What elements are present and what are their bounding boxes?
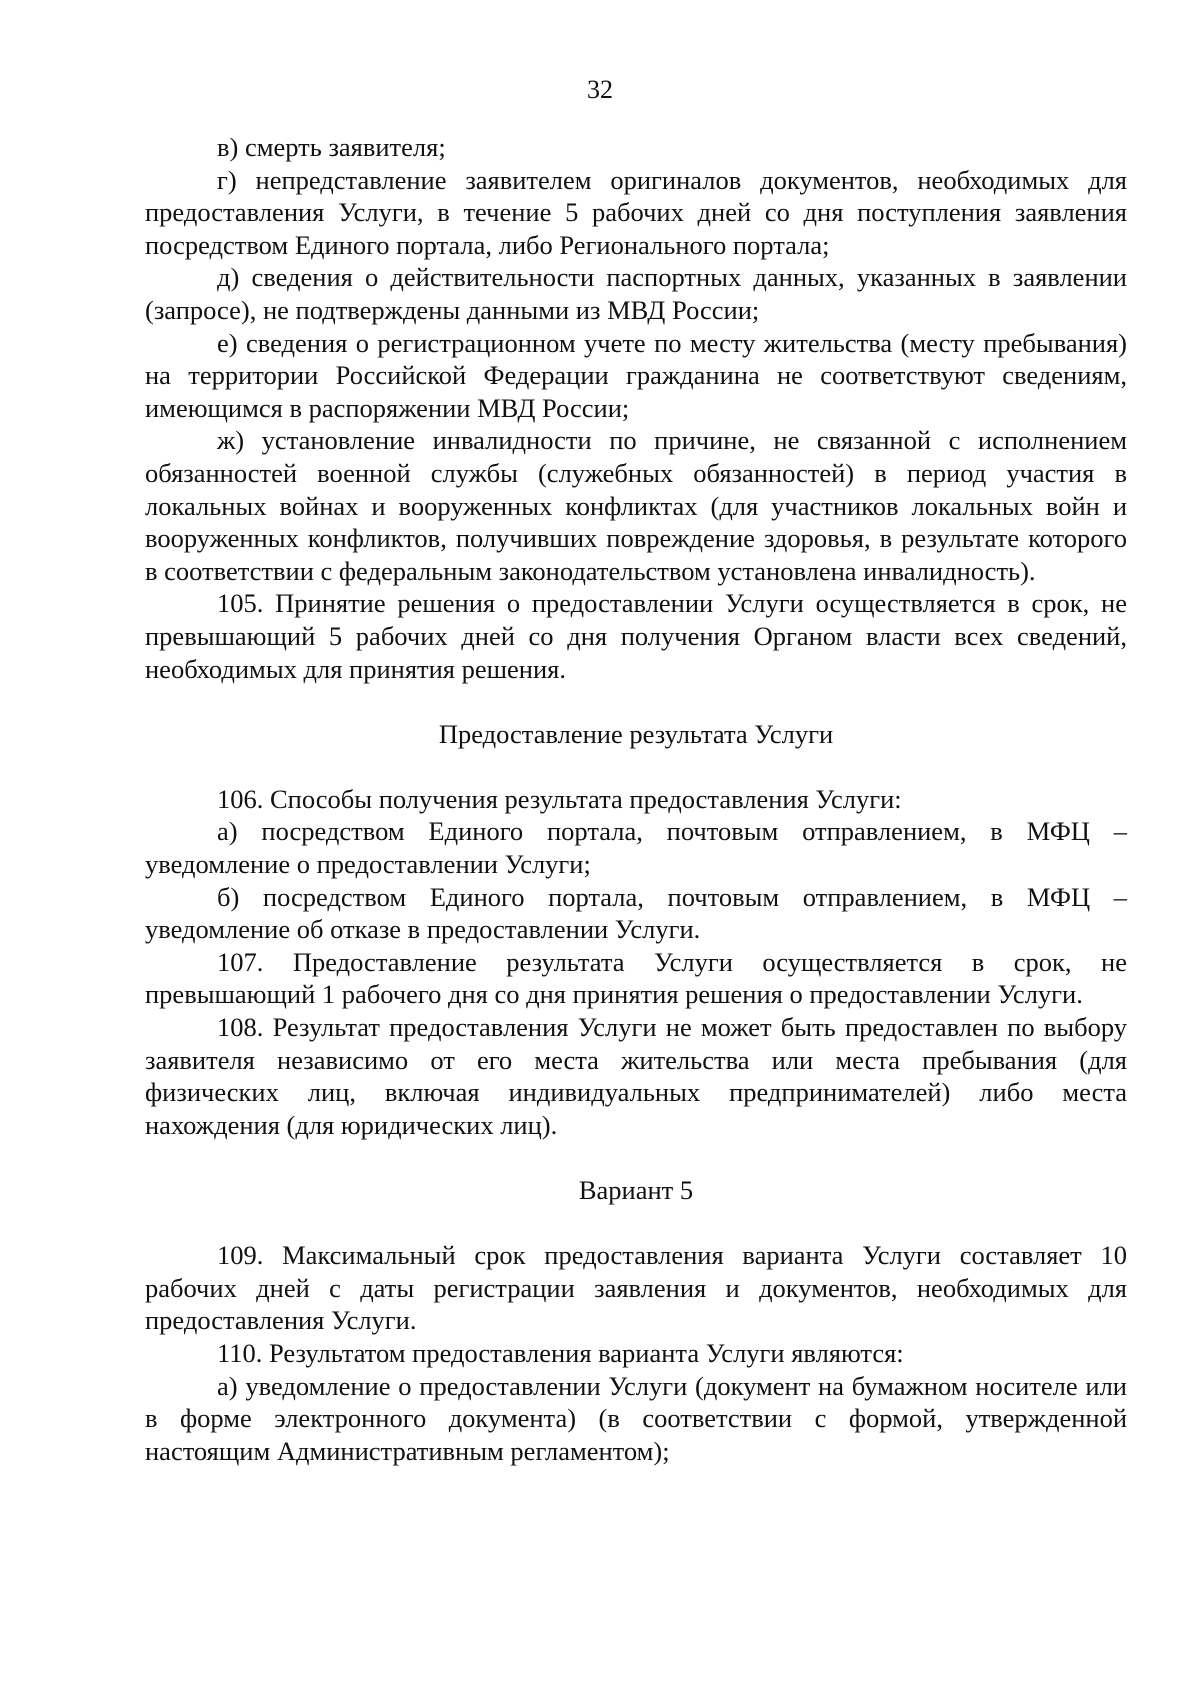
paragraph-106: 106. Способы получения результата предоставления Услуги: [217,783,902,814]
paragraph-110: 110. Результатом предоставления варианта Услуги являются: [217,1337,904,1368]
paragraph-110-a: а) уведомление о предоставлении Услуги (документ на бумажном носителе или в форме электронного документа) (в соответствии с формой, утвержденной настоящим Административным регламентом); [145,1370,1127,1466]
section-heading-variant-5: Вариант 5 [578,1175,694,1205]
paragraph-item-v: в) смерть заявителя; [217,132,446,162]
paragraph-107: 107. Предоставление результата Услуги осуществляется в срок, не превышающий 1 рабочего дня со дня принятия решения о предоставлении Услуги. [145,946,1127,1010]
document-body [145,131,1127,1467]
paragraph-item-e: е) сведения о регистрационном учете по месту жительства (месту пребывания) на территории Российской Федерации гражданина не соответствуют сведениям, имеющимся в распоряжении МВД России; [145,327,1127,423]
section-heading-result: Предоставление результата Услуги [438,718,834,749]
paragraph-109: 109. Максимальный срок предоставления варианта Услуги составляет 10 рабочих дней с даты регистрации заявления и документов, необходимых для предоставления Услуги. [145,1240,1127,1336]
paragraph-item-d: д) сведения о действительности паспортных данных, указанных в заявлении (запросе), не подтверждены данными из МВД России; [145,262,1127,325]
paragraph-item-g: г) непредставление заявителем оригиналов документов, необходимых для предоставления Услуги, в течение 5 рабочих дней со дня поступления заявления посредством Единого портала, либо Регионального портала; [145,164,1127,260]
paragraph-item-zh: ж) установление инвалидности по причине, не связанной с исполнением обязанностей военной службы (служебных обязанностей) в период участия в локальных войнах и вооруженных конфликтах (для участников локальных войн и вооруженных конфликтов, получивших повреждение здоровья, в результате которого в соответствии с федеральным законодательством установлена инвалидность). [145,425,1127,586]
paragraph-106-b: б) посредством Единого портала, почтовым отправлением, в МФЦ – уведомление об отказе в предоставлении Услуги. [145,881,1127,945]
paragraph-106-a: а) посредством Единого портала, почтовым отправлением, в МФЦ – уведомление о предоставлении Услуги; [145,816,1127,880]
paragraph-105: 105. Принятие решения о предоставлении Услуги осуществляется в срок, не превышающий 5 рабочих дней со дня получения Органом власти всех сведений, необходимых для принятия решения. [145,588,1127,684]
paragraph-108: 108. Результат предоставления Услуги не может быть предоставлен по выбору заявителя независимо от его места жительства или места пребывания (для физических лиц, включая индивидуальных предпринимателей) либо места нахождения (для юридических лиц). [145,1012,1127,1140]
page-number: 32 [587,75,613,104]
